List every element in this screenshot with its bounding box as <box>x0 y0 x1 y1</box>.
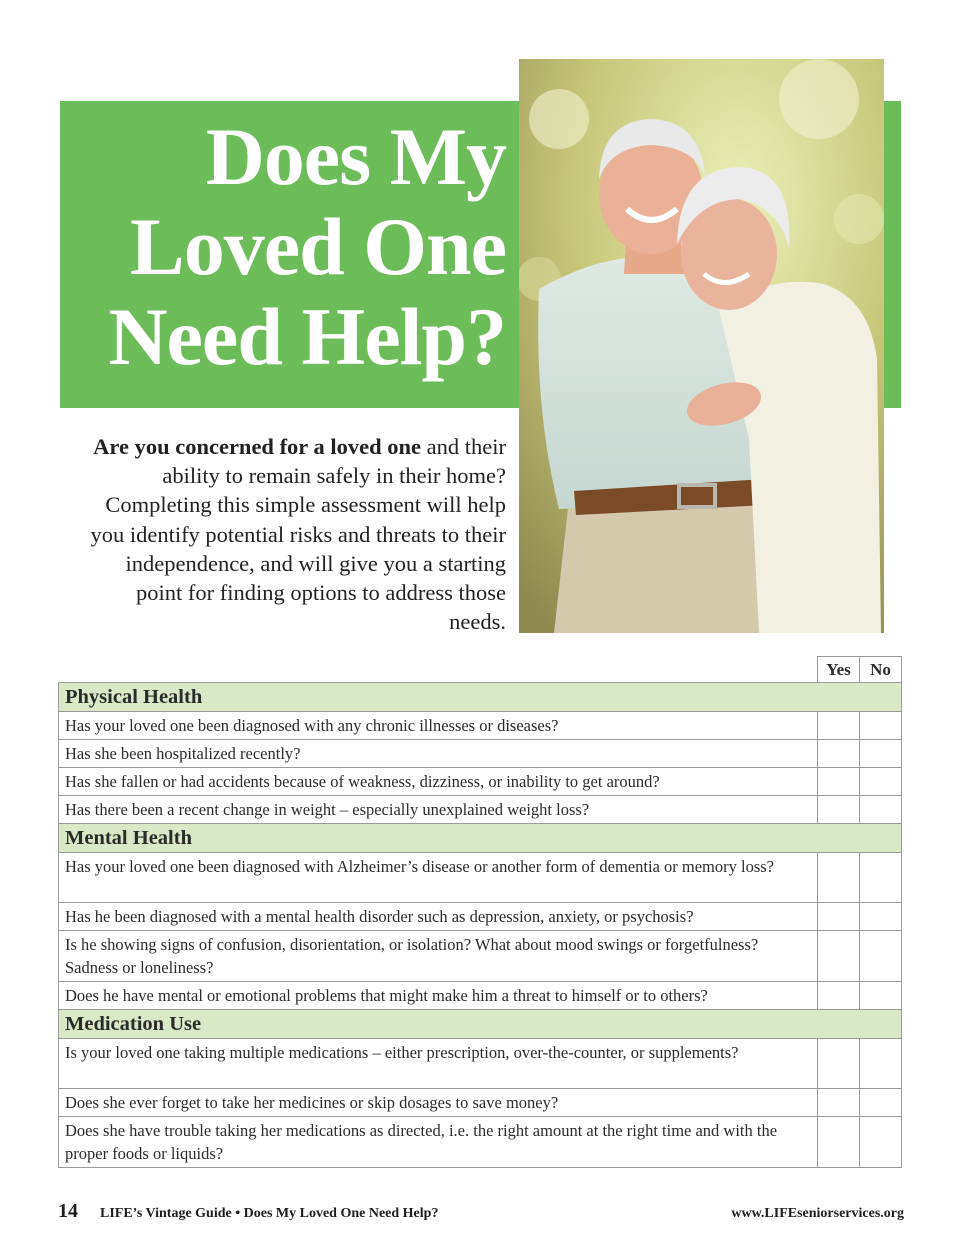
checklist-header-row <box>59 657 902 683</box>
question-text: Is your loved one taking multiple medications – either prescription, over-the-counter, or supplements? <box>59 1039 818 1089</box>
no-checkbox[interactable] <box>860 1039 902 1089</box>
question-text: Has there been a recent change in weight – especially unexplained weight loss? <box>59 796 818 824</box>
question-row <box>59 768 902 796</box>
question-row <box>59 853 902 903</box>
question-row <box>59 1089 902 1117</box>
question-text: Has she fallen or had accidents because of weakness, dizziness, or inability to get around? <box>59 768 818 796</box>
yes-checkbox[interactable] <box>818 796 860 824</box>
yes-column-header: Yes <box>818 657 860 683</box>
header-spacer <box>59 657 818 683</box>
footer-url-link[interactable]: www.LIFEseniorservices.org <box>731 1206 904 1221</box>
section-title: Mental Health <box>59 824 902 853</box>
no-checkbox[interactable] <box>860 1117 902 1168</box>
title-line-1: Does My <box>205 111 506 202</box>
yes-checkbox[interactable] <box>818 740 860 768</box>
page-number: 14 <box>58 1200 78 1222</box>
title-line-2: Loved One <box>130 201 506 292</box>
yes-checkbox[interactable] <box>818 1039 860 1089</box>
intro-lead-bold: Are you concerned for a loved one <box>93 434 422 459</box>
no-checkbox[interactable] <box>860 768 902 796</box>
section-row-medication-use <box>59 1010 902 1039</box>
yes-checkbox[interactable] <box>818 712 860 740</box>
no-checkbox[interactable] <box>860 1089 902 1117</box>
yes-checkbox[interactable] <box>818 1089 860 1117</box>
question-row <box>59 740 902 768</box>
question-row <box>59 903 902 931</box>
yes-checkbox[interactable] <box>818 931 860 982</box>
title-line-3: Need Help? <box>108 291 506 382</box>
question-row <box>59 1039 902 1089</box>
page-footer <box>58 1200 904 1230</box>
section-row-mental-health <box>59 824 902 853</box>
question-row <box>59 931 902 982</box>
no-checkbox[interactable] <box>860 740 902 768</box>
assessment-checklist <box>58 656 902 1168</box>
no-checkbox[interactable] <box>860 931 902 982</box>
question-text: Has she been hospitalized recently? <box>59 740 818 768</box>
no-checkbox[interactable] <box>860 982 902 1010</box>
no-checkbox[interactable] <box>860 853 902 903</box>
no-checkbox[interactable] <box>860 712 902 740</box>
no-checkbox[interactable] <box>860 796 902 824</box>
yes-checkbox[interactable] <box>818 1117 860 1168</box>
yes-checkbox[interactable] <box>818 768 860 796</box>
question-row <box>59 982 902 1010</box>
section-title: Medication Use <box>59 1010 902 1039</box>
no-column-header: No <box>860 657 902 683</box>
no-checkbox[interactable] <box>860 903 902 931</box>
senior-couple-photo <box>519 59 884 633</box>
question-row <box>59 796 902 824</box>
question-text: Does she ever forget to take her medicines or skip dosages to save money? <box>59 1089 818 1117</box>
question-row <box>59 712 902 740</box>
intro-lead-rest: and their ability to remain safely in their home? Completing this simple assessment will help you identify potential risks and threats to their independence, and will give you a starting point for finding options to address those needs. <box>90 434 506 635</box>
yes-checkbox[interactable] <box>818 903 860 931</box>
section-title: Physical Health <box>59 683 902 712</box>
question-text: Does he have mental or emotional problems that might make him a threat to himself or to others? <box>59 982 818 1010</box>
question-text: Has your loved one been diagnosed with any chronic illnesses or diseases? <box>59 712 818 740</box>
yes-checkbox[interactable] <box>818 853 860 903</box>
question-text: Does she have trouble taking her medications as directed, i.e. the right amount at the right time and with the proper foods or liquids? <box>59 1117 818 1168</box>
footer-guide-title: LIFE’s Vintage Guide • Does My Loved One Need Help? <box>100 1206 439 1221</box>
question-text: Has he been diagnosed with a mental health disorder such as depression, anxiety, or psychosis? <box>59 903 818 931</box>
page-title <box>60 112 506 382</box>
section-row-physical-health <box>59 683 902 712</box>
question-row <box>59 1117 902 1168</box>
question-text: Is he showing signs of confusion, disorientation, or isolation? What about mood swings or forgetfulness? Sadness or loneliness? <box>59 931 818 982</box>
intro-paragraph <box>80 432 506 636</box>
question-text: Has your loved one been diagnosed with Alzheimer’s disease or another form of dementia or memory loss? <box>59 853 818 903</box>
yes-checkbox[interactable] <box>818 982 860 1010</box>
